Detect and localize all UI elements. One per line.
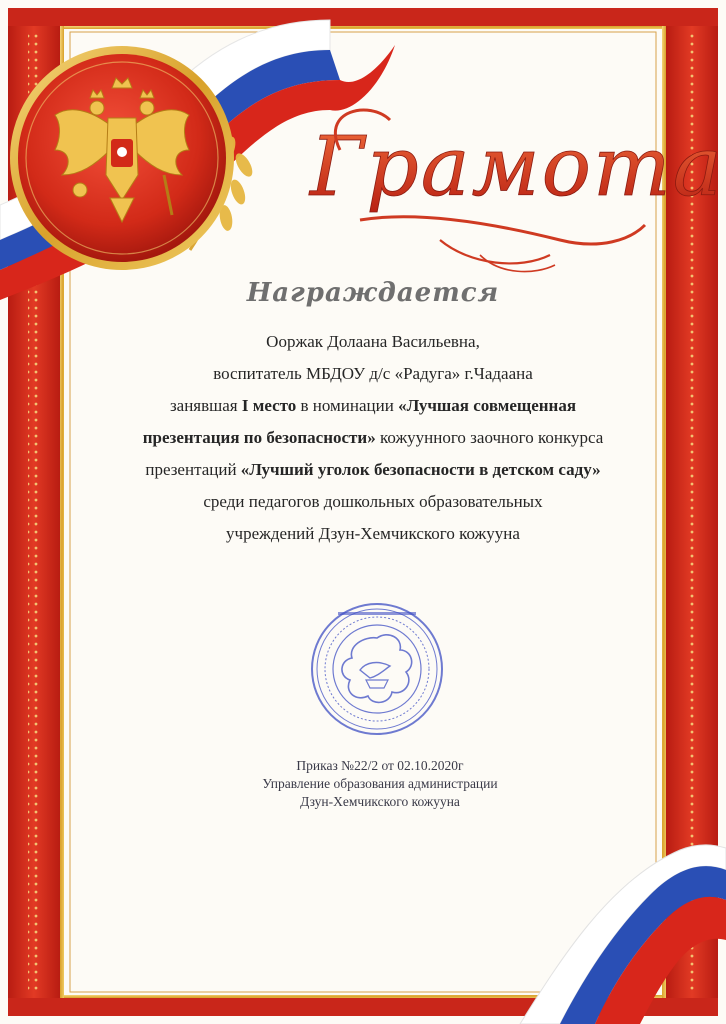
- body-line-3: [95, 390, 651, 422]
- body-line-6: среди педагогов дошкольных образовательных: [203, 492, 543, 511]
- certificate-footer: [200, 757, 560, 811]
- title-text: Грамота: [310, 120, 724, 215]
- body-text: кожуунного заочного конкурса: [375, 428, 604, 447]
- body-text: презентаций: [145, 460, 241, 479]
- place-text: I место: [241, 396, 297, 415]
- awarded-heading: Награждается: [246, 278, 500, 308]
- body-line-7: учреждений Дзун-Хемчикского кожууна: [226, 524, 520, 543]
- nomination-text: «Лучшая совмещенная: [398, 396, 577, 415]
- certificate-title: [300, 90, 724, 280]
- contest-name: «Лучший уголок безопасности в детском саду»: [240, 460, 601, 479]
- certificate-body: [95, 278, 651, 550]
- recipient-position: воспитатель МБДОУ д/с «Радуга» г.Чадаана: [213, 364, 533, 383]
- nomination-text: презентация по безопасности»: [142, 428, 376, 447]
- recipient-name: Ооржак Долаана Васильевна,: [266, 332, 480, 351]
- issuer-line-1: Управление образования администрации: [262, 776, 498, 791]
- body-line-4: [95, 422, 651, 454]
- body-text: в номинации: [296, 396, 399, 415]
- body-text: занявшая: [169, 396, 242, 415]
- russian-coat-of-arms-icon: [10, 46, 234, 270]
- round-official-stamp-icon: [308, 600, 446, 738]
- body-line-5: [95, 454, 651, 486]
- order-number: Приказ №22/2 от 02.10.2020г: [296, 758, 464, 773]
- issuer-line-2: Дзун-Хемчикского кожууна: [300, 794, 460, 809]
